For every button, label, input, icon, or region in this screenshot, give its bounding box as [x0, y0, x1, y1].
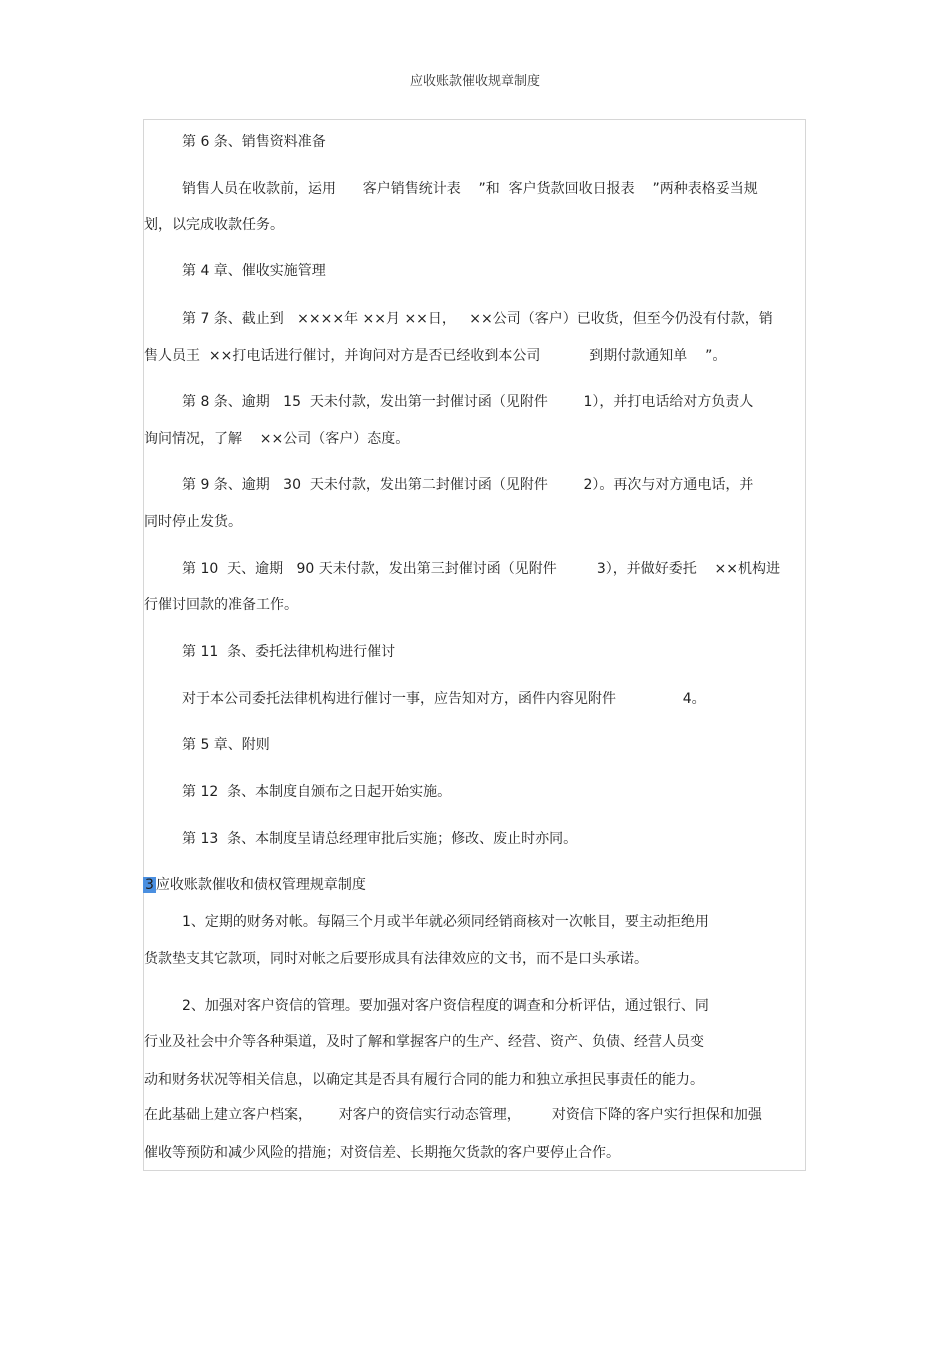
article-11-text: 对于本公司委托法律机构进行催讨一事，应告知对方，函件内容见附件 4。	[182, 691, 706, 707]
item-2-line-2: 行业及社会中介等各种渠道，及时了解和掌握客户的生产、经营、资产、负债、经营人员变	[144, 1034, 704, 1050]
item-1-line-1: 1、定期的财务对帐。每隔三个月或半年就必须同经销商核对一次帐目，要主动拒绝用	[182, 914, 709, 930]
article-10-line-2: 行催讨回款的准备工作。	[144, 597, 298, 613]
item-2-line-4: 在此基础上建立客户档案， 对客户的资信实行动态管理， 对资信下降的客户实行担保和加强	[144, 1107, 762, 1123]
article-13: 第 13 条、本制度呈请总经理审批后实施；修改、废止时亦同。	[182, 831, 578, 847]
item-2-line-1: 2、加强对客户资信的管理。要加强对客户资信程度的调查和分析评估，通过银行、同	[182, 998, 709, 1014]
article-8-line-2: 询问情况，了解 ××公司（客户）态度。	[144, 431, 410, 447]
item-1-line-2: 货款垫支其它款项，同时对帐之后要形成具有法律效应的文书，而不是口头承诺。	[144, 951, 648, 967]
article-12: 第 12 条、本制度自颁布之日起开始实施。	[182, 784, 452, 800]
article-9-line-1: 第 9 条、逾期 30 天未付款，发出第二封催讨函（见附件 2）。再次与对方通电话，并	[182, 477, 754, 493]
chapter-4-heading: 第 4 章、催收实施管理	[182, 263, 326, 279]
item-2-line-3: 动和财务状况等相关信息，以确定其是否具有履行合同的能力和独立承担民事责任的能力。	[144, 1072, 704, 1088]
page-header: 应收账款催收规章制度	[409, 74, 540, 89]
section-3-number-highlight: 3	[145, 877, 154, 893]
article-8-line-1: 第 8 条、逾期 15 天未付款，发出第一封催讨函（见附件 1），并打电话给对方负责人	[182, 394, 754, 410]
article-6-heading: 第 6 条、销售资料准备	[182, 134, 326, 150]
article-9-line-2: 同时停止发货。	[144, 514, 242, 530]
section-3-title: 应收账款催收和债权管理规章制度	[155, 877, 366, 893]
article-6-text-line-1: 销售人员在收款前，运用 客户销售统计表 ”和 客户货款回收日报表 ”两种表格妥当规	[182, 181, 758, 197]
article-6-text-line-2: 划，以完成收款任务。	[144, 217, 284, 233]
article-11-heading: 第 11 条、委托法律机构进行催讨	[182, 644, 396, 660]
item-2-line-5: 催收等预防和减少风险的措施；对资信差、长期拖欠货款的客户要停止合作。	[144, 1145, 620, 1161]
chapter-5-heading: 第 5 章、附则	[182, 737, 270, 753]
section-3-heading	[143, 875, 366, 895]
article-7-line-2: 售人员王 ××打电话进行催讨，并询问对方是否已经收到本公司 到期付款通知单 ”。	[144, 348, 727, 364]
article-10-line-1: 第 10 天、逾期 90 天未付款，发出第三封催讨函（见附件 3），并做好委托 ××机构进	[182, 561, 780, 577]
article-7-line-1: 第 7 条、截止到 ××××年 ××月 ××日， ××公司（客户）已收货，但至今仍没有付款，销	[182, 311, 773, 327]
